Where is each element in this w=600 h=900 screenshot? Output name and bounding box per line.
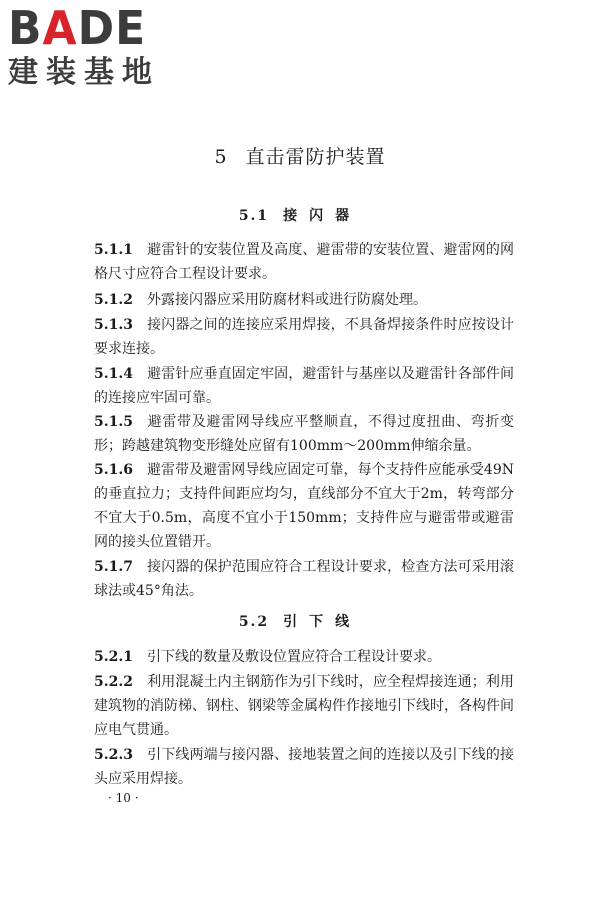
clause-text: 避雷带及避雷网导线应平整顺直，不得过度扭曲、弯折变形；跨越建筑物变形缝处应留有100mm～200mm伸缩余量。 [94, 414, 514, 454]
clause-text: 避雷针的安装位置及高度、避雷带的安装位置、避雷网的网格尺寸应符合工程设计要求。 [94, 242, 514, 282]
clause-number: 5.1.6 [94, 462, 133, 478]
clause-paragraph [94, 645, 514, 669]
chapter-title [0, 145, 600, 169]
clause-number: 5.1.1 [94, 242, 133, 258]
clause-text: 外露接闪器应采用防腐材料或进行防腐处理。 [146, 292, 427, 308]
clause-text: 利用混凝土内主钢筋作为引下线时，应全程焊接连通；利用建筑物的消防梯、钢柱、钢梁等金属构件作接地引下线时，各构件间应电气贯通。 [94, 674, 514, 738]
section-title [0, 206, 600, 226]
clause-paragraph [94, 670, 514, 742]
clause-number: 5.2.1 [94, 649, 133, 665]
clause-number: 5.1.3 [94, 317, 133, 333]
clause-number: 5.1.7 [94, 559, 133, 575]
clause-number: 5.1.5 [94, 414, 133, 430]
clause-text: 引下线两端与接闪器、接地装置之间的连接以及引下线的接头应采用焊接。 [94, 747, 514, 787]
clause-paragraph [94, 743, 514, 791]
clause-paragraph [94, 410, 514, 458]
clause-text: 接闪器的保护范围应符合工程设计要求，检查方法可采用滚球法或45°角法。 [94, 559, 514, 599]
logo-wordmark: BADE [8, 1, 147, 56]
bade-logo [8, 1, 178, 94]
section-number: 5.1 [238, 208, 270, 224]
clause-paragraph [94, 288, 514, 312]
clause-number: 5.2.2 [94, 674, 133, 690]
clause-paragraph [94, 238, 514, 286]
clause-text: 避雷带及避雷网导线应固定可靠，每个支持件应能承受49N的垂直拉力；支持件间距应均匀，直线部分不宜大于2m，转弯部分不宜大于0.5m，高度不宜小于150mm；支持件应与避雷带或避雷网的接头位置错开。 [94, 462, 514, 550]
chapter-title-text: 直击雷防护装置 [245, 146, 386, 168]
chapter-number: 5 [214, 146, 228, 168]
clause-number: 5.2.3 [94, 747, 133, 763]
clause-text: 避雷针应垂直固定牢固，避雷针与基座以及避雷针各部件间的连接应牢固可靠。 [94, 366, 514, 406]
section-title [0, 612, 600, 632]
clause-text: 接闪器之间的连接应采用焊接，不具备焊接条件时应按设计要求连接。 [94, 317, 514, 357]
logo-subtitle: 建装基地 [8, 55, 160, 90]
clause-number: 5.1.4 [94, 366, 133, 382]
clause-paragraph [94, 458, 514, 554]
page-number: · 10 · [108, 791, 139, 805]
section-title-text: 接闪器 [283, 208, 362, 224]
section-number: 5.2 [238, 614, 270, 630]
clause-paragraph [94, 362, 514, 410]
clause-text: 引下线的数量及敷设位置应符合工程设计要求。 [146, 649, 441, 665]
clause-paragraph [94, 313, 514, 361]
clause-number: 5.1.2 [94, 292, 133, 308]
section-title-text: 引下线 [283, 614, 362, 630]
clause-paragraph [94, 555, 514, 603]
